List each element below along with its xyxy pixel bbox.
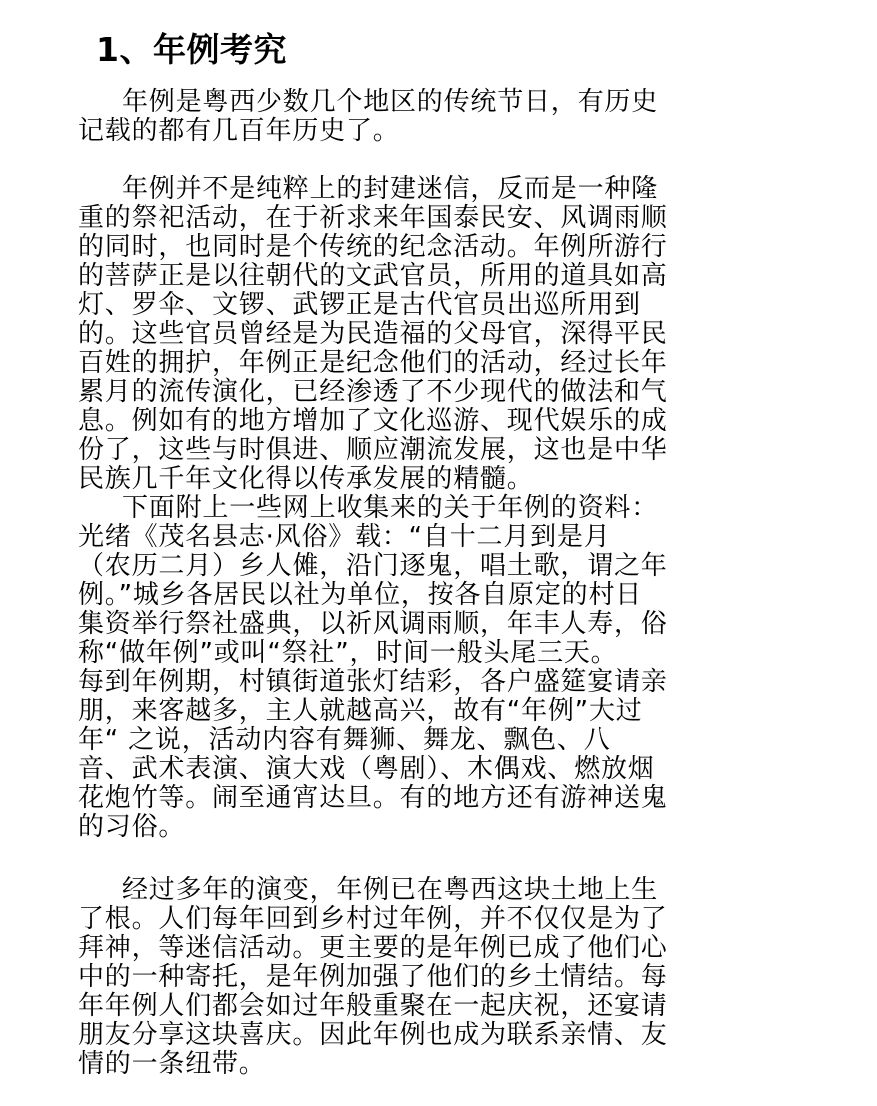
text-line: （农历二月）乡人傩，沿门逐鬼，唱土歌，谓之年 (78, 551, 668, 581)
text-line: 光绪《茂名县志·风俗》载：“自十二月到是月 (78, 522, 611, 552)
text-line: 每到年例期，村镇街道张灯结彩，各户盛筵宴请亲 (78, 667, 668, 697)
text-line: 记载的都有几百年历史了。 (78, 116, 400, 146)
text-line: 的。这些官员曾经是为民造福的父母官，深得平民 (78, 319, 668, 349)
text-line: 朋，来客越多，主人就越高兴，故有“年例”大过 (78, 696, 643, 726)
text-line: 情的一条纽带。 (78, 1049, 266, 1079)
text-line: 下面附上一些网上收集来的关于年例的资料： (122, 493, 659, 523)
text-line: 重的祭祀活动，在于祈求来年国泰民安、风调雨顺 (78, 203, 668, 233)
text-line: 年“ 之说，活动内容有舞狮、舞龙、飘色、八 (78, 725, 611, 755)
text-line: 息。例如有的地方增加了文化巡游、现代娱乐的成 (78, 406, 668, 436)
text-line: 音、武术表演、演大戏（粤剧）、木偶戏、燃放烟 (78, 754, 655, 784)
paragraph-sources (78, 494, 780, 842)
paragraph-intro (78, 88, 780, 146)
text-line: 年年例人们都会如过年般重聚在一起庆祝，还宴请 (78, 991, 668, 1021)
text-line: 花炮竹等。闹至通宵达旦。有的地方还有游神送鬼 (78, 783, 668, 813)
text-line: 了根。人们每年回到乡村过年例，并不仅仅是为了 (78, 904, 668, 934)
text-line: 朋友分享这块喜庆。因此年例也成为联系亲情、友 (78, 1020, 668, 1050)
text-line: 集资举行祭社盛典，以祈风调雨顺，年丰人寿，俗 (78, 609, 668, 639)
paragraph-significance (78, 175, 780, 494)
text-line: 累月的流传演化，已经渗透了不少现代的做法和气 (78, 377, 668, 407)
section-heading: 1、年例考究 (96, 30, 287, 69)
text-line: 中的一种寄托，是年例加强了他们的乡土情结。每 (78, 962, 668, 992)
text-line: 的菩萨正是以往朝代的文武官员，所用的道具如高 (78, 261, 668, 291)
text-line: 百姓的拥护，年例正是纪念他们的活动，经过长年 (78, 348, 668, 378)
paragraph-evolution (78, 876, 780, 1079)
text-line: 年例是粤西少数几个地区的传统节日，有历史 (122, 87, 659, 117)
text-line: 拜神，等迷信活动。更主要的是年例已成了他们心 (78, 933, 668, 963)
text-line: 称“做年例”或叫“祭社”，时间一般头尾三天。 (78, 638, 618, 668)
text-line: 份了，这些与时俱进、顺应潮流发展，这也是中华 (78, 435, 668, 465)
text-line: 的习俗。 (78, 812, 186, 842)
text-line: 经过多年的演变，年例已在粤西这块土地上生 (122, 875, 659, 905)
text-line: 例。”城乡各居民以社为单位，按各自原定的村日 (78, 580, 643, 610)
text-line: 年例并不是纯粹上的封建迷信，反而是一种隆 (122, 174, 659, 204)
text-line: 灯、罗伞、文锣、武锣正是古代官员出巡所用到 (78, 290, 641, 320)
text-line: 的同时，也同时是个传统的纪念活动。年例所游行 (78, 232, 668, 262)
text-line: 民族几千年文化得以传承发展的精髓。 (78, 464, 534, 494)
